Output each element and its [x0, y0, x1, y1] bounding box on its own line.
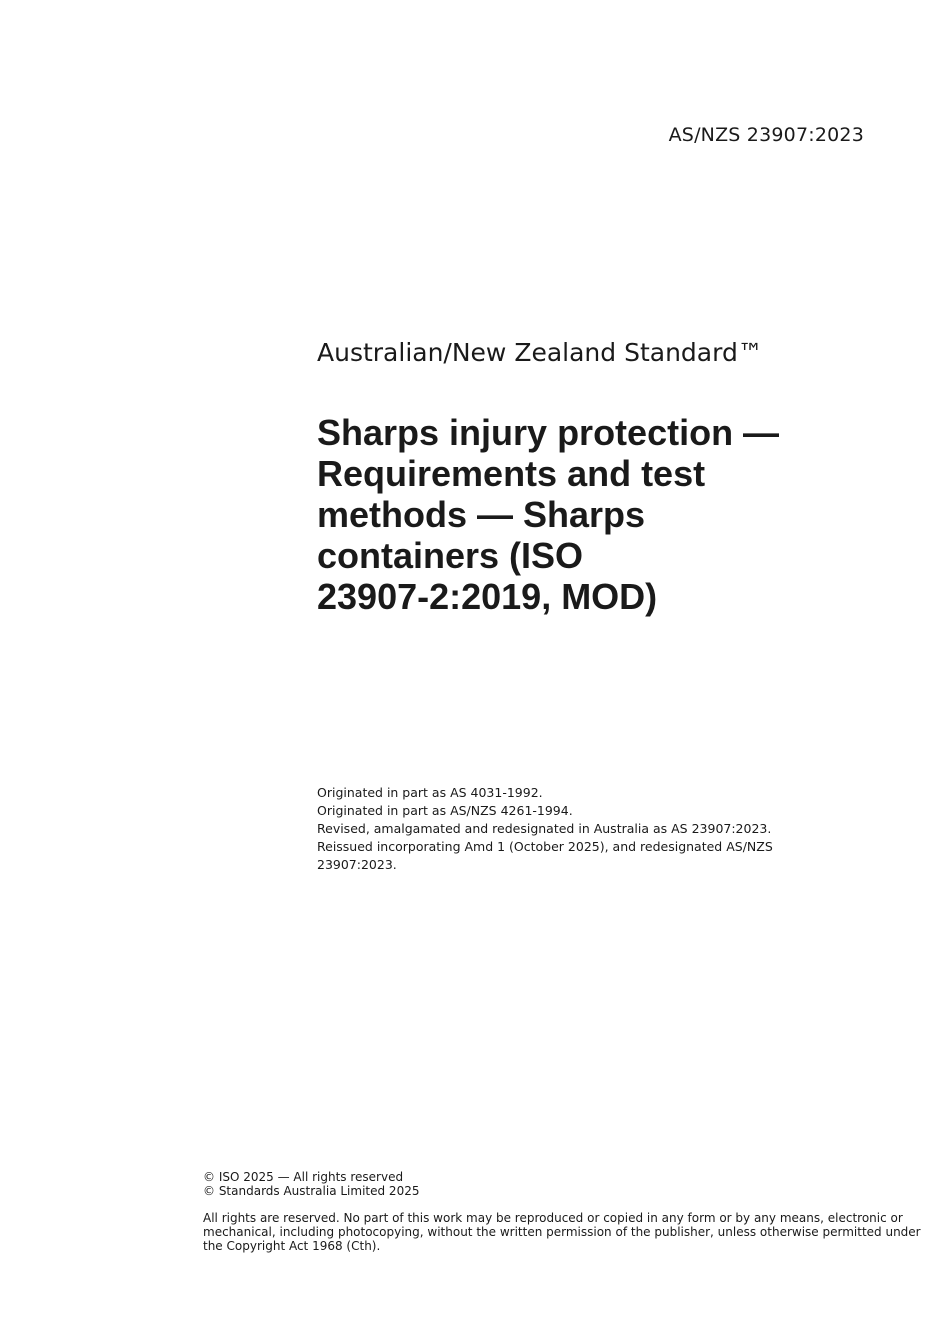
- document-title: [317, 412, 857, 617]
- title-line: methods — Sharps: [317, 494, 646, 535]
- copyright-line: © Standards Australia Limited 2025: [203, 1184, 420, 1198]
- history-line: Originated in part as AS 4031-1992.: [317, 785, 543, 800]
- history-line: 23907:2023.: [317, 857, 397, 872]
- copyright-line: © ISO 2025 — All rights reserved: [203, 1170, 404, 1184]
- title-line: Sharps injury protection —: [317, 412, 780, 453]
- history-line: Originated in part as AS/NZS 4261-1994.: [317, 803, 573, 818]
- history-line: Revised, amalgamated and redesignated in Australia as AS 23907:2023.: [317, 821, 772, 836]
- rights-line: All rights are reserved. No part of this work may be reproduced or copied in any form or by any means, electronic or: [203, 1211, 903, 1225]
- rights-statement: [203, 1211, 921, 1253]
- rights-line: mechanical, including photocopying, without the written permission of the publisher, unless otherwise permitted under: [203, 1225, 921, 1239]
- history-line: Reissued incorporating Amd 1 (October 2025), and redesignated AS/NZS: [317, 839, 773, 854]
- title-line: containers (ISO: [317, 535, 584, 576]
- title-line: 23907-2:2019, MOD): [317, 576, 658, 617]
- copyright-notice: [203, 1170, 419, 1198]
- publication-history: [317, 784, 837, 874]
- standard-type-label: Australian/New Zealand Standard™: [317, 338, 763, 367]
- document-number: AS/NZS 23907:2023: [668, 124, 864, 146]
- rights-line: the Copyright Act 1968 (Cth).: [203, 1239, 381, 1253]
- title-line: Requirements and test: [317, 453, 706, 494]
